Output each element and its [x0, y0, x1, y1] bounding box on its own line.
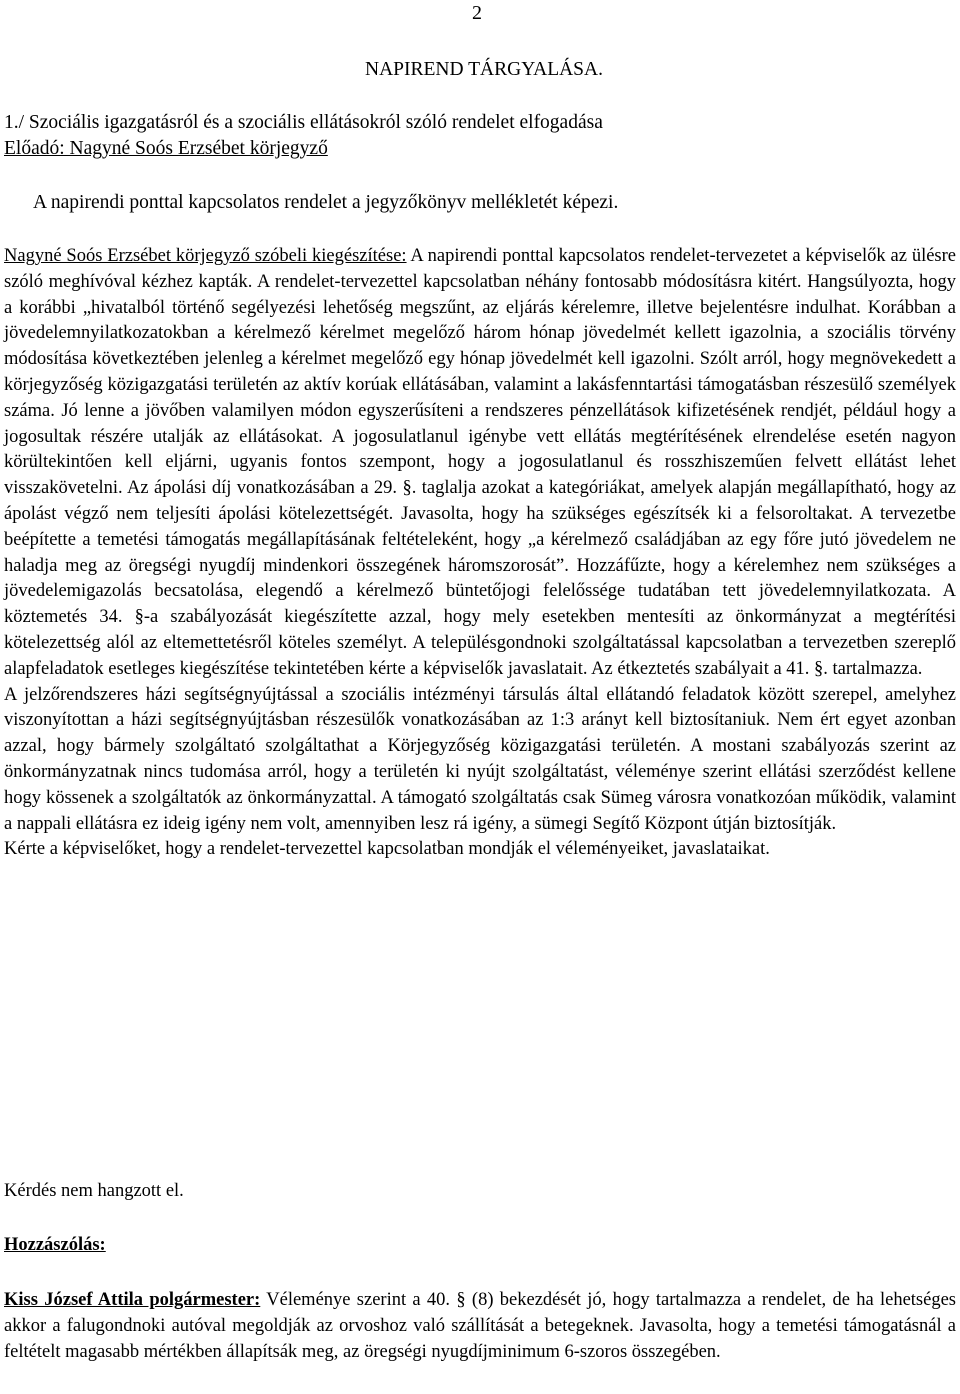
- comment-text: Véleménye szerint a 40. § (8) bekezdését jó, hogy tartalmazza a rendelet, de ha lehetséges akkor a falugondnoki autóval megoldják az orvoshoz való szállítását a betegeknek. Javasolta, hogy a temetési támogatásnál a feltételt magasabb mértékben állapítsák meg, az öregségi nyugdíjminimum 6-szoros összegében.: [4, 1290, 957, 1362]
- comments-heading: Hozzászólás:: [4, 1235, 106, 1255]
- statement-body: [4, 244, 956, 863]
- agenda-item: [4, 110, 956, 162]
- page-number: 2: [472, 2, 482, 24]
- section-heading-text: NAPIREND TÁRGYALÁSA.: [365, 59, 603, 80]
- statement-paragraph-1: [4, 244, 956, 683]
- agenda-item-title: 1./ Szociális igazgatásról és a szociális ellátásokról szóló rendelet elfogadása: [4, 112, 603, 133]
- comment-paragraph: [4, 1288, 956, 1365]
- agenda-note: A napirendi ponttal kapcsolatos rendelet a jegyzőkönyv mellékletét képezi.: [33, 192, 619, 213]
- statement-paragraph-3: Kérte a képviselőket, hogy a rendelet-tervezettel kapcsolatban mondják el véleményeiket, javaslataikat.: [4, 839, 770, 860]
- comment-speaker: Kiss József Attila polgármester:: [4, 1290, 261, 1310]
- agenda-presenter: Előadó: Nagyné Soós Erzsébet körjegyző: [4, 138, 328, 159]
- statement-paragraph-2: A jelzőrendszeres házi segítségnyújtással a szociális intézményi társulás által ellátandó feladatok között szerepel, amelyhez viszonyítottan a házi segítségnyújtásban részesülők vonatkozásában az 1:3 arányt kell biztosítaniuk. Nem ért egyet azonban azzal, hogy bármely szolgáltató szolgáltathat a Körjegyzőség közigazgatási területén. A mostani szabályozás szerint az önkormányzatnak nincs tudomása arról, hogy a területén ki nyújt szolgáltatást, véleménye szerint ellátási szerződést kellene hogy kössenek a szolgáltatók az önkormányzattal. A támogató szolgáltatás csak Sümeg városra vonatkozóan működik, valamint a nappali ellátásra ez ideig igény nem volt, amennyiben lesz rá igény, a sümegi Segítő Központ útján biztosítják.: [4, 684, 956, 834]
- question-line: Kérdés nem hangzott el.: [4, 1181, 184, 1201]
- statement-speaker: Nagyné Soós Erzsébet körjegyző szóbeli kiegészítése:: [4, 246, 407, 266]
- section-heading: [0, 57, 960, 83]
- statement-text: A napirendi ponttal kapcsolatos rendelet-tervezetet a képviselők az ülésre szóló meghívóval kézhez kapták. A rendelet-tervezettel kapcsolatban néhány fontosabb módosításra kitért. Hangsúlyozta, hogy a korábbi „hivatalból történő segélyezési lehetőség megszűnt, az eljárás kérelemre, illetve bejelentésre indulhat. Korábban a jövedelemnyilatkozatokban a kérelmező kérelmet megelőző három hónap jövedelmét kellett igazolnia, a szociális törvény módosítása következtében jelenleg a kérelmet megelőző egy hónap jövedelmét kell igazolni. Szólt arról, hogy megnövekedett a körjegyzőség közigazgatási területén az aktív korúak ellátásában, valamint a lakásfenntartási támogatásban részesülő személyek száma. Jó lenne a jövőben valamilyen módon egyszerűsíteni a rendszeres pénzellátások kifizetésének rendjét, például hogy a jogosultak részére utalják az ellátásokat. A jogosulatlanul igénybe vett ellátás megtérítésének elrendelése esetén nagyon körültekintően kell eljárni, ugyanis fontos szempont, hogy a jogosulatlanul és rosszhiszeműen felvett ellátást lehet visszakövetelni. Az ápolási díj vonatkozásában a 29. §. taglalja azokat a kategóriákat, amelyek alapján megállapítható, hogy az ápolást végző nem teljesíti ápolási kötelezettségét. Javasolta, hogy ha szükséges egészítsék ki a felsoroltakat. A tervezetbe beépítette a temetési támogatás megállapításának feltételeként, hogy „a kérelmező családjában az egy főre jutó jövedelem ne haladja meg az öregségi nyugdíj mindenkori összegének háromszorosát”. Hozzáfűzte, hogy a kérelemhez nem szükséges a jövedelemigazolás becsatolása, elegendő a kérelmező büntetőjogi felelőssége tudatában tett jövedelemnyilatkozata. A köztemetés 34. §-a szabályozását kiegészítette azzal, hogy mely esetekben mentesíti az önkormányzat a megtérítési kötelezettség alól az eltemettetésről köteles személyt. A településgondnoki szolgáltatással kapcsolatban a tervezetben szereplő alapfeladatok esetleges kiegészítése tekintetében kérte a képviselők javaslatait. Az étkeztetés szabályait a 41. §. tartalmazza.: [4, 246, 957, 679]
